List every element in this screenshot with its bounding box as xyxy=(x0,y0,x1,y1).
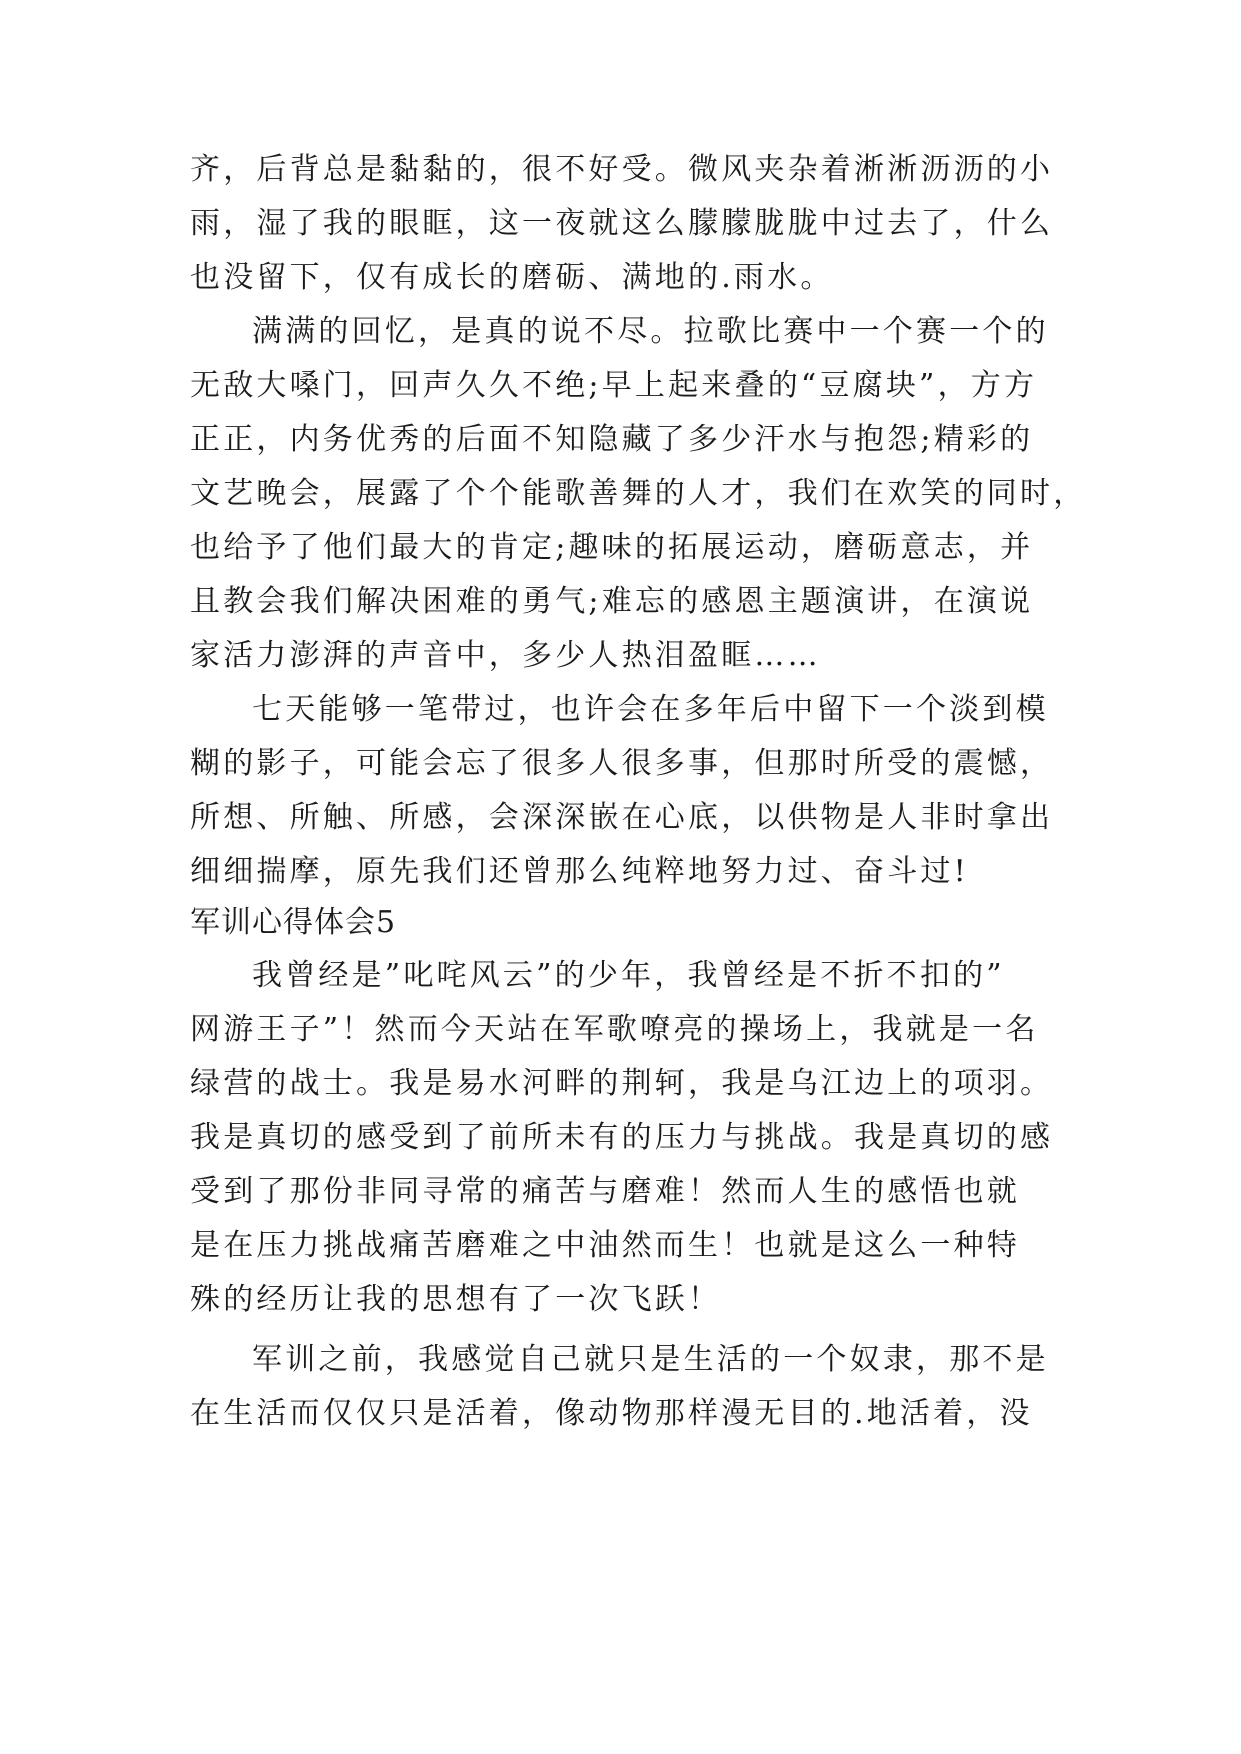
section-heading: 军训心得体会5 xyxy=(190,905,397,940)
paragraph-line: 文艺晚会，展露了个个能歌善舞的人才，我们在欢笑的同时， xyxy=(190,476,1087,511)
paragraph-line: 七天能够一笔带过，也许会在多年后中留下一个淡到模 xyxy=(252,692,1049,727)
paragraph-line: 所想、所触、所感，会深深嵌在心底，以供物是人非时拿出 xyxy=(190,800,1054,835)
paragraph-line: 殊的经历让我的思想有了一次飞跃！ xyxy=(190,1282,722,1317)
paragraph-line: 绿营的战士。我是易水河畔的荆轲，我是乌江边上的项羽。 xyxy=(190,1066,1054,1101)
paragraph-line: 满满的回忆，是真的说不尽。拉歌比赛中一个赛一个的 xyxy=(252,314,1049,349)
paragraph-line: 我曾经是”叱咤风云”的少年，我曾经是不折不扣的” xyxy=(252,958,1005,993)
paragraph-line: 且教会我们解决困难的勇气;难忘的感恩主题演讲，在演说 xyxy=(190,584,1034,619)
paragraph-line: 受到了那份非同寻常的痛苦与磨难！然而人生的感悟也就 xyxy=(190,1174,1020,1209)
paragraph-line: 糊的影子，可能会忘了很多人很多事，但那时所受的震憾， xyxy=(190,746,1054,781)
paragraph-line: 正正，内务优秀的后面不知隐藏了多少汗水与抱怨;精彩的 xyxy=(190,422,1034,457)
paragraph-line: 雨，湿了我的眼眶，这一夜就这么朦朦胧胧中过去了，什么 xyxy=(190,206,1054,241)
paragraph-line: 也没留下，仅有成长的磨砺、满地的.雨水。 xyxy=(190,260,834,295)
paragraph-line: 也给予了他们最大的肯定;趣味的拓展运动，磨砺意志，并 xyxy=(190,530,1034,565)
paragraph-line: 无敌大嗓门，回声久久不绝;早上起来叠的“豆腐块”，方方 xyxy=(190,368,1038,403)
paragraph-line: 是在压力挑战痛苦磨难之中油然而生！也就是这么一种特 xyxy=(190,1228,1020,1263)
paragraph-line: 网游王子”！然而今天站在军歌嘹亮的操场上，我就是一名 xyxy=(190,1012,1039,1047)
paragraph-line: 在生活而仅仅只是活着，像动物那样漫无目的.地活着，没 xyxy=(190,1396,1033,1431)
paragraph-line: 我是真切的感受到了前所未有的压力与挑战。我是真切的感 xyxy=(190,1120,1054,1155)
paragraph-line: 家活力澎湃的声音中，多少人热泪盈眶…… xyxy=(190,638,821,673)
paragraph-line: 齐，后背总是黏黏的，很不好受。微风夹杂着淅淅沥沥的小 xyxy=(190,152,1054,187)
paragraph-line: 细细揣摩，原先我们还曾那么纯粹地努力过、奋斗过! xyxy=(190,854,969,889)
paragraph-line: 军训之前，我感觉自己就只是生活的一个奴隶，那不是 xyxy=(252,1342,1049,1377)
